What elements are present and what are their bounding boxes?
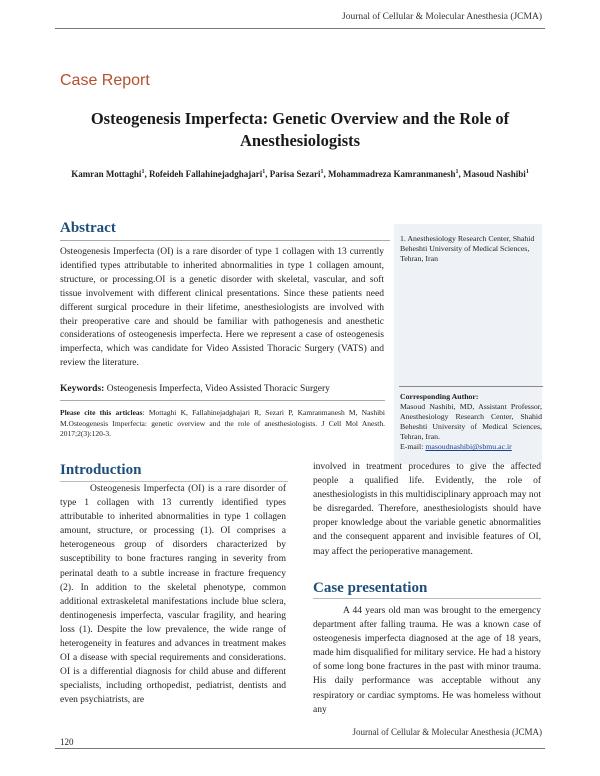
keywords-value: Osteogenesis Imperfecta, Video Assisted Thoracic Surgery bbox=[106, 384, 330, 394]
keywords bbox=[60, 384, 384, 394]
journal-footer: Journal of Cellular & Molecular Anesthesia (JCMA) bbox=[352, 727, 542, 737]
corresponding-text: Masoud Nashibi, MD, Assistant Professor, Anesthesiology Research Center, Shahid Beheshti University of Medical Sciences, Tehran, Iran. bbox=[400, 402, 542, 441]
email-label: E-mail: bbox=[400, 442, 424, 451]
introduction-text bbox=[60, 482, 286, 708]
article-type: Case Report bbox=[60, 72, 150, 89]
abstract-text: Osteogenesis Imperfecta (OI) is a rare disorder of type 1 collagen with 13 currently identified types attributable to inherited abnormalities in type 1 collagen amount, structure, or processing.OI is a genetic disorder with skeletal, vascular, and soft tissue involvement with different clinical presentations. Since these patients need different surgical procedure in their lifetime, anesthesiologists are involved with their preoperative care and should be familiar with pathogenesis and anesthetic considerations of osteogenesis imperfecta. Here we represent a case of osteogenesis imperfecta, which was candidate for Video Assisted Thoracic Surgery (VATS) and review the literature. bbox=[60, 247, 384, 369]
introduction-continuation-paragraph: involved in treatment procedures to give the affected people a qualified life. Evidently, the role of anesthesiologists in this multidisciplinary approach may not be disregarded. Therefore, anesthesiologists should have proper knowledge about the variable genetic abnormalities and the consequent apparent and invisible features of OI, may affect the perioperative management. bbox=[313, 462, 541, 557]
introduction-heading: Introduction bbox=[60, 462, 142, 478]
citation-rule bbox=[60, 400, 385, 401]
citation-text: : Mottaghi K, Fallahinejadghajari R, Sezari P, Kamranmanesh M, Nashibi M.Osteogenesis Imperfecta: genetic overview and the role of anesthesiologists. J Cell Mol Anesth. 2017;2(3):120-3. bbox=[60, 408, 385, 438]
author-affiliation-mark: 1 bbox=[320, 169, 324, 175]
author-affiliation-mark: 1 bbox=[455, 169, 459, 175]
journal-header: Journal of Cellular & Molecular Anesthesia (JCMA) bbox=[342, 12, 542, 22]
author-affiliation-mark: 1 bbox=[262, 169, 266, 175]
author-list: Kamran Mottaghi$^1$, Rofeideh Fallahinejadghajari$^1$, Parisa Sezari$^1$, Mohammadreza Kamranmanesh$^1$, Masoud Nashibi$^1$ bbox=[71, 169, 529, 179]
author-name: Rofeideh Fallahinejadghajari bbox=[148, 169, 263, 179]
author-name: Parisa Sezari bbox=[269, 169, 321, 179]
corresponding-rule bbox=[399, 386, 543, 387]
introduction-paragraph: Osteogenesis Imperfecta (OI) is a rare disorder of type 1 collagen with 13 currently identified types attributable to inherited abnormalities in type 1 collagen amount, structure, or processing (1). OI comprises a heterogeneous group of disorders characterized by susceptibility to bone fractures ranging in severity from perinatal death to a subtle increase in fracture frequency (2). In addition to the skeletal phenotype, common additional extraskeletal manifestations include blue sclera, dentinogenesis imperfecta, vascular fragility, and hearing loss (1). Despite the low prevalence, the wide range of heterogeneity in features and advances in treatment makes OI a disease with special requirements and considerations. OI is a differential diagnosis for child abuse and different specialists, including orthopedist, pediatrist, dentists and even psychiatrists, are bbox=[60, 484, 286, 706]
corresponding-author bbox=[400, 392, 542, 452]
footer-rule bbox=[55, 748, 545, 749]
page-number: 120 bbox=[60, 737, 74, 747]
author-name: Mohammadreza Kamranmanesh bbox=[327, 169, 456, 179]
email-link[interactable]: masoudnashibi@sbmu.ac.ir bbox=[425, 442, 512, 451]
case-presentation-text bbox=[313, 604, 541, 717]
citation-label: Please cite this articleas bbox=[60, 408, 143, 417]
case-presentation-rule bbox=[313, 598, 541, 599]
keywords-label: Keywords: bbox=[60, 384, 105, 394]
article-title: Osteogenesis Imperfecta: Genetic Overview and the Role of Anesthesiologists bbox=[90, 109, 510, 150]
author-affiliation-mark: 1 bbox=[525, 169, 529, 175]
author-name: Masoud Nashibi bbox=[463, 169, 526, 179]
case-presentation-paragraph: A 44 years old man was brought to the emergency department after falling trauma. He was a known case of osteogenesis imperfecta diagnosed at the age of 18 years, made him disqualified for military service. He had a history of some long bone fractures in the past with minor trauma. His daily performance was acceptable without any respiratory or cardiac symptoms. He was homeless without any bbox=[313, 606, 541, 715]
corresponding-heading: Corresponding Author: bbox=[400, 392, 479, 401]
introduction-continuation bbox=[313, 460, 541, 559]
abstract-rule bbox=[60, 240, 390, 241]
case-presentation-heading: Case presentation bbox=[313, 580, 428, 596]
abstract-heading: Abstract bbox=[60, 220, 116, 236]
author-affiliation-mark: 1 bbox=[141, 169, 145, 175]
citation bbox=[60, 408, 385, 440]
affiliation: 1. Anesthesiology Research Center, Shahid Beheshti University of Medical Sciences, Tehran, Iran bbox=[400, 234, 535, 263]
author-name: Kamran Mottaghi bbox=[71, 169, 142, 179]
header-rule bbox=[55, 28, 545, 29]
